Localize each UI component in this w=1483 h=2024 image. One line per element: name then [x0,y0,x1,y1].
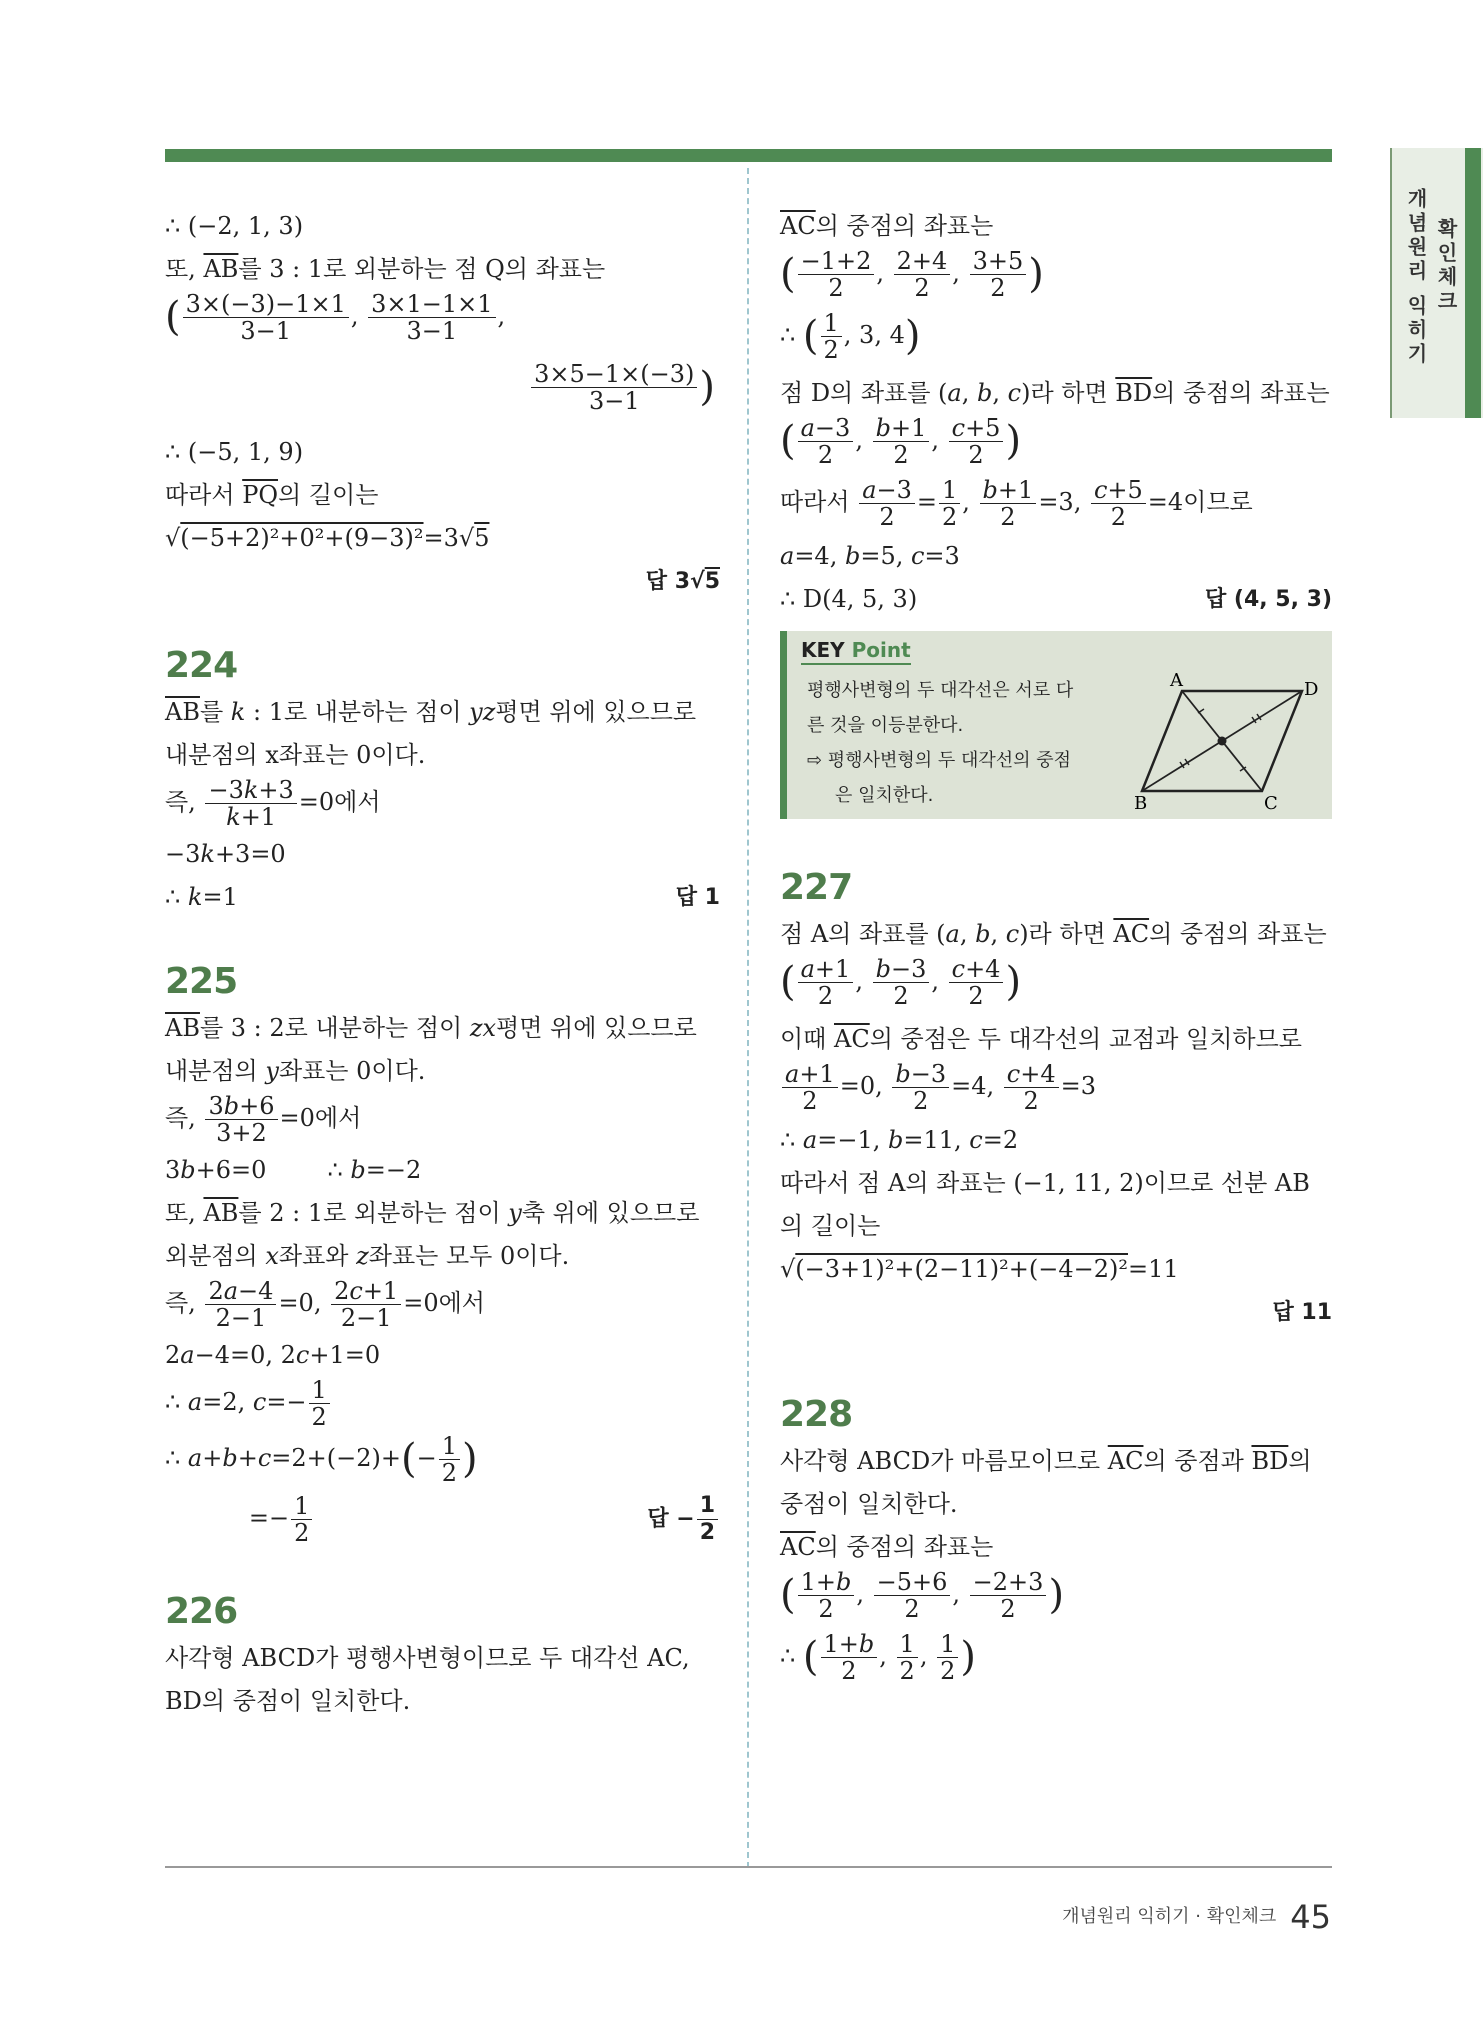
solution-line: ∴ (−5, 1, 9) [165,438,304,466]
solution-line: 3b+6=0 ∴ b=−2 [165,1156,422,1184]
fraction-line: 따라서 $\frac{a-3}{2}$ = $\frac{1}{2}$ , $\frac{b+1}{2}$ =3, $\frac{c+5}{2}$ =4이므로 [780,476,1253,531]
solution-line: $\overline{AB}$를 3 : 2로 내분하는 점이 zx평면 위에 있으므로 [165,1014,697,1042]
footer-rule [165,1866,1332,1868]
key-point-text: 평행사변형의 두 대각선은 서로 다 른 것을 이등분한다. ⇨ 평행사변형의 두 대각선의 중점 은 일치한다. [807,680,1074,806]
fraction-line: ( $\frac{3\times(-3)-1\times 1}{3-1}$ , $\frac{3\times 1-1\times 1}{3-1}$ , [165,290,506,345]
solution-line: 사각형 ABCD가 마름모이므로 $\overline{AC}$의 중점과 $\overline{BD}$의 [780,1447,1312,1475]
side-tab-strip [1465,148,1481,418]
solution-line: 외분점의 x좌표와 z좌표는 모두 0이다. [165,1242,570,1270]
solution-line: $\overline{AB}$를 k : 1로 내분하는 점이 yz평면 위에 있으므로 [165,698,697,726]
solution-line: 의 길이는 [780,1212,881,1240]
fraction-line: ∴ ( $\frac{1+b}{2}$ , $\frac{1}{2}$ , $\frac{1}{2}$ ) [780,1630,976,1685]
side-tab-subtitle: 확인체크 [1434,218,1458,314]
problem-number: 228 [780,1394,853,1435]
answer: 답 (4, 5, 3) [1205,587,1332,612]
fraction-line: $\frac{a+1}{2}$ =0, $\frac{b-3}{2}$ =4, $\frac{c+4}{2}$ =3 [780,1061,1332,1119]
column-divider [747,168,749,1868]
answer: 답 1 [675,885,720,910]
fraction-line: ∴ a=2, c=− $\frac{1}{2}$ [165,1377,720,1433]
problem-number: 227 [780,867,853,908]
label-a: A [1170,670,1183,691]
fraction-line: $\frac{3\times 5-1\times(-3)}{3-1}$ ) [165,361,720,431]
intersection-point [1218,737,1227,746]
label-c: C [1264,793,1278,814]
solution-line: a=4, b=5, c=3 [780,542,960,570]
problem-number: 226 [165,1591,238,1632]
fraction-line: =− $\frac{1}{2}$ 답 − $\frac{1}{2}$ [165,1493,720,1549]
solution-line: −3k+3=0 [165,840,286,868]
left-column [165,205,720,1723]
solution-line: 중점이 일치한다. [780,1490,958,1518]
solution-line: 사각형 ABCD가 평행사변형이므로 두 대각선 AC, [165,1644,690,1672]
fraction-line: 즉, $\frac{3b+6}{3+2}$ =0에서 [165,1092,362,1147]
fraction-line: ( $\frac{-1+2}{2}$ , $\frac{2+4}{2}$ , $\frac{3+5}{2}$ ) [780,247,1044,302]
solution-line: 이때 $\overline{AC}$의 중점은 두 대각선의 교점과 일치하므로 [780,1025,1302,1053]
solution-line: 따라서 $\overline{PQ}$의 길이는 [165,481,379,509]
answer: 답 3√5 [645,569,720,594]
solution-line: 점 D의 좌표를 (a, b, c)라 하면 $\overline{BD}$의 중점의 좌표는 [780,379,1330,407]
page-footer [1062,1898,1331,1936]
answer: 답 − $\frac{1}{2}$ [647,1493,720,1546]
fraction-line: ∴ ( $\frac{1}{2}$ , 3, 4) [780,309,921,364]
solution-line: √(−5+2)²+0²+(9−3)²=3√5 [165,524,490,552]
solution-line: 내분점의 x좌표는 0이다. [165,741,426,769]
solution-line: BD의 중점이 일치한다. [165,1687,411,1715]
key-point-box [780,631,1332,819]
page-number: 45 [1290,1898,1331,1936]
solution-line: 점 A의 좌표를 (a, b, c)라 하면 $\overline{AC}$의 중점의 좌표는 [780,920,1327,948]
solution-line: 또, $\overline{AB}$를 3 : 1로 외분하는 점 Q의 좌표는 [165,255,606,283]
fraction-line: 즉, $\frac{2a-4}{2-1}$ =0, $\frac{2c+1}{2-1}$ =0에서 [165,1277,485,1332]
solution-line: 따라서 점 A의 좌표는 (−1, 11, 2)이므로 선분 AB [780,1169,1310,1197]
solution-line: 내분점의 y좌표는 0이다. [165,1057,426,1085]
fraction-line: ∴ a+b+c=2+(−2)+(− $\frac{1}{2}$ ) [165,1432,478,1487]
side-tab-title: 개념원리 익히기 [1404,188,1428,367]
footer-title: 개념원리 익히기 · 확인체크 [1062,1906,1277,1927]
problem-number: 225 [165,961,238,1002]
answer: 답 11 [1272,1300,1332,1325]
fraction-line: 즉, $\frac{-3k+3}{k+1}$ =0에서 [165,776,381,831]
solution-line: $\overline{AC}$의 중점의 좌표는 [780,212,994,240]
solution-line: √(−3+1)²+(2−11)²+(−4−2)²=11 [780,1255,1179,1283]
header-bar [165,149,1332,162]
right-column [780,205,1332,1693]
fraction-line: ( $\frac{1+b}{2}$ , $\frac{-5+6}{2}$ , $\frac{-2+3}{2}$ ) [780,1568,1065,1623]
key-point-title: KEY Point [801,637,911,665]
solution-line: ∴ a=−1, b=11, c=2 [780,1126,1019,1154]
fraction-line: ( $\frac{a+1}{2}$ , $\frac{b-3}{2}$ , $\frac{c+4}{2}$ ) [780,955,1022,1010]
solution-line: ∴ (−2, 1, 3) [165,212,304,240]
solution-line: ∴ D(4, 5, 3) 답 (4, 5, 3) [780,578,1332,621]
parallelogram-diagram [1134,670,1319,814]
solution-line: 2a−4=0, 2c+1=0 [165,1341,381,1369]
label-d: D [1304,679,1319,700]
solution-line: ∴ k=1 답 1 [165,876,720,919]
fraction-line: ( $\frac{a-3}{2}$ , $\frac{b+1}{2}$ , $\frac{c+5}{2}$ ) [780,414,1022,469]
solution-line: $\overline{AC}$의 중점의 좌표는 [780,1533,994,1561]
problem-number: 224 [165,645,238,686]
solution-line: 또, $\overline{AB}$를 2 : 1로 외분하는 점이 y축 위에 있으므로 [165,1199,700,1227]
label-b: B [1134,793,1148,814]
